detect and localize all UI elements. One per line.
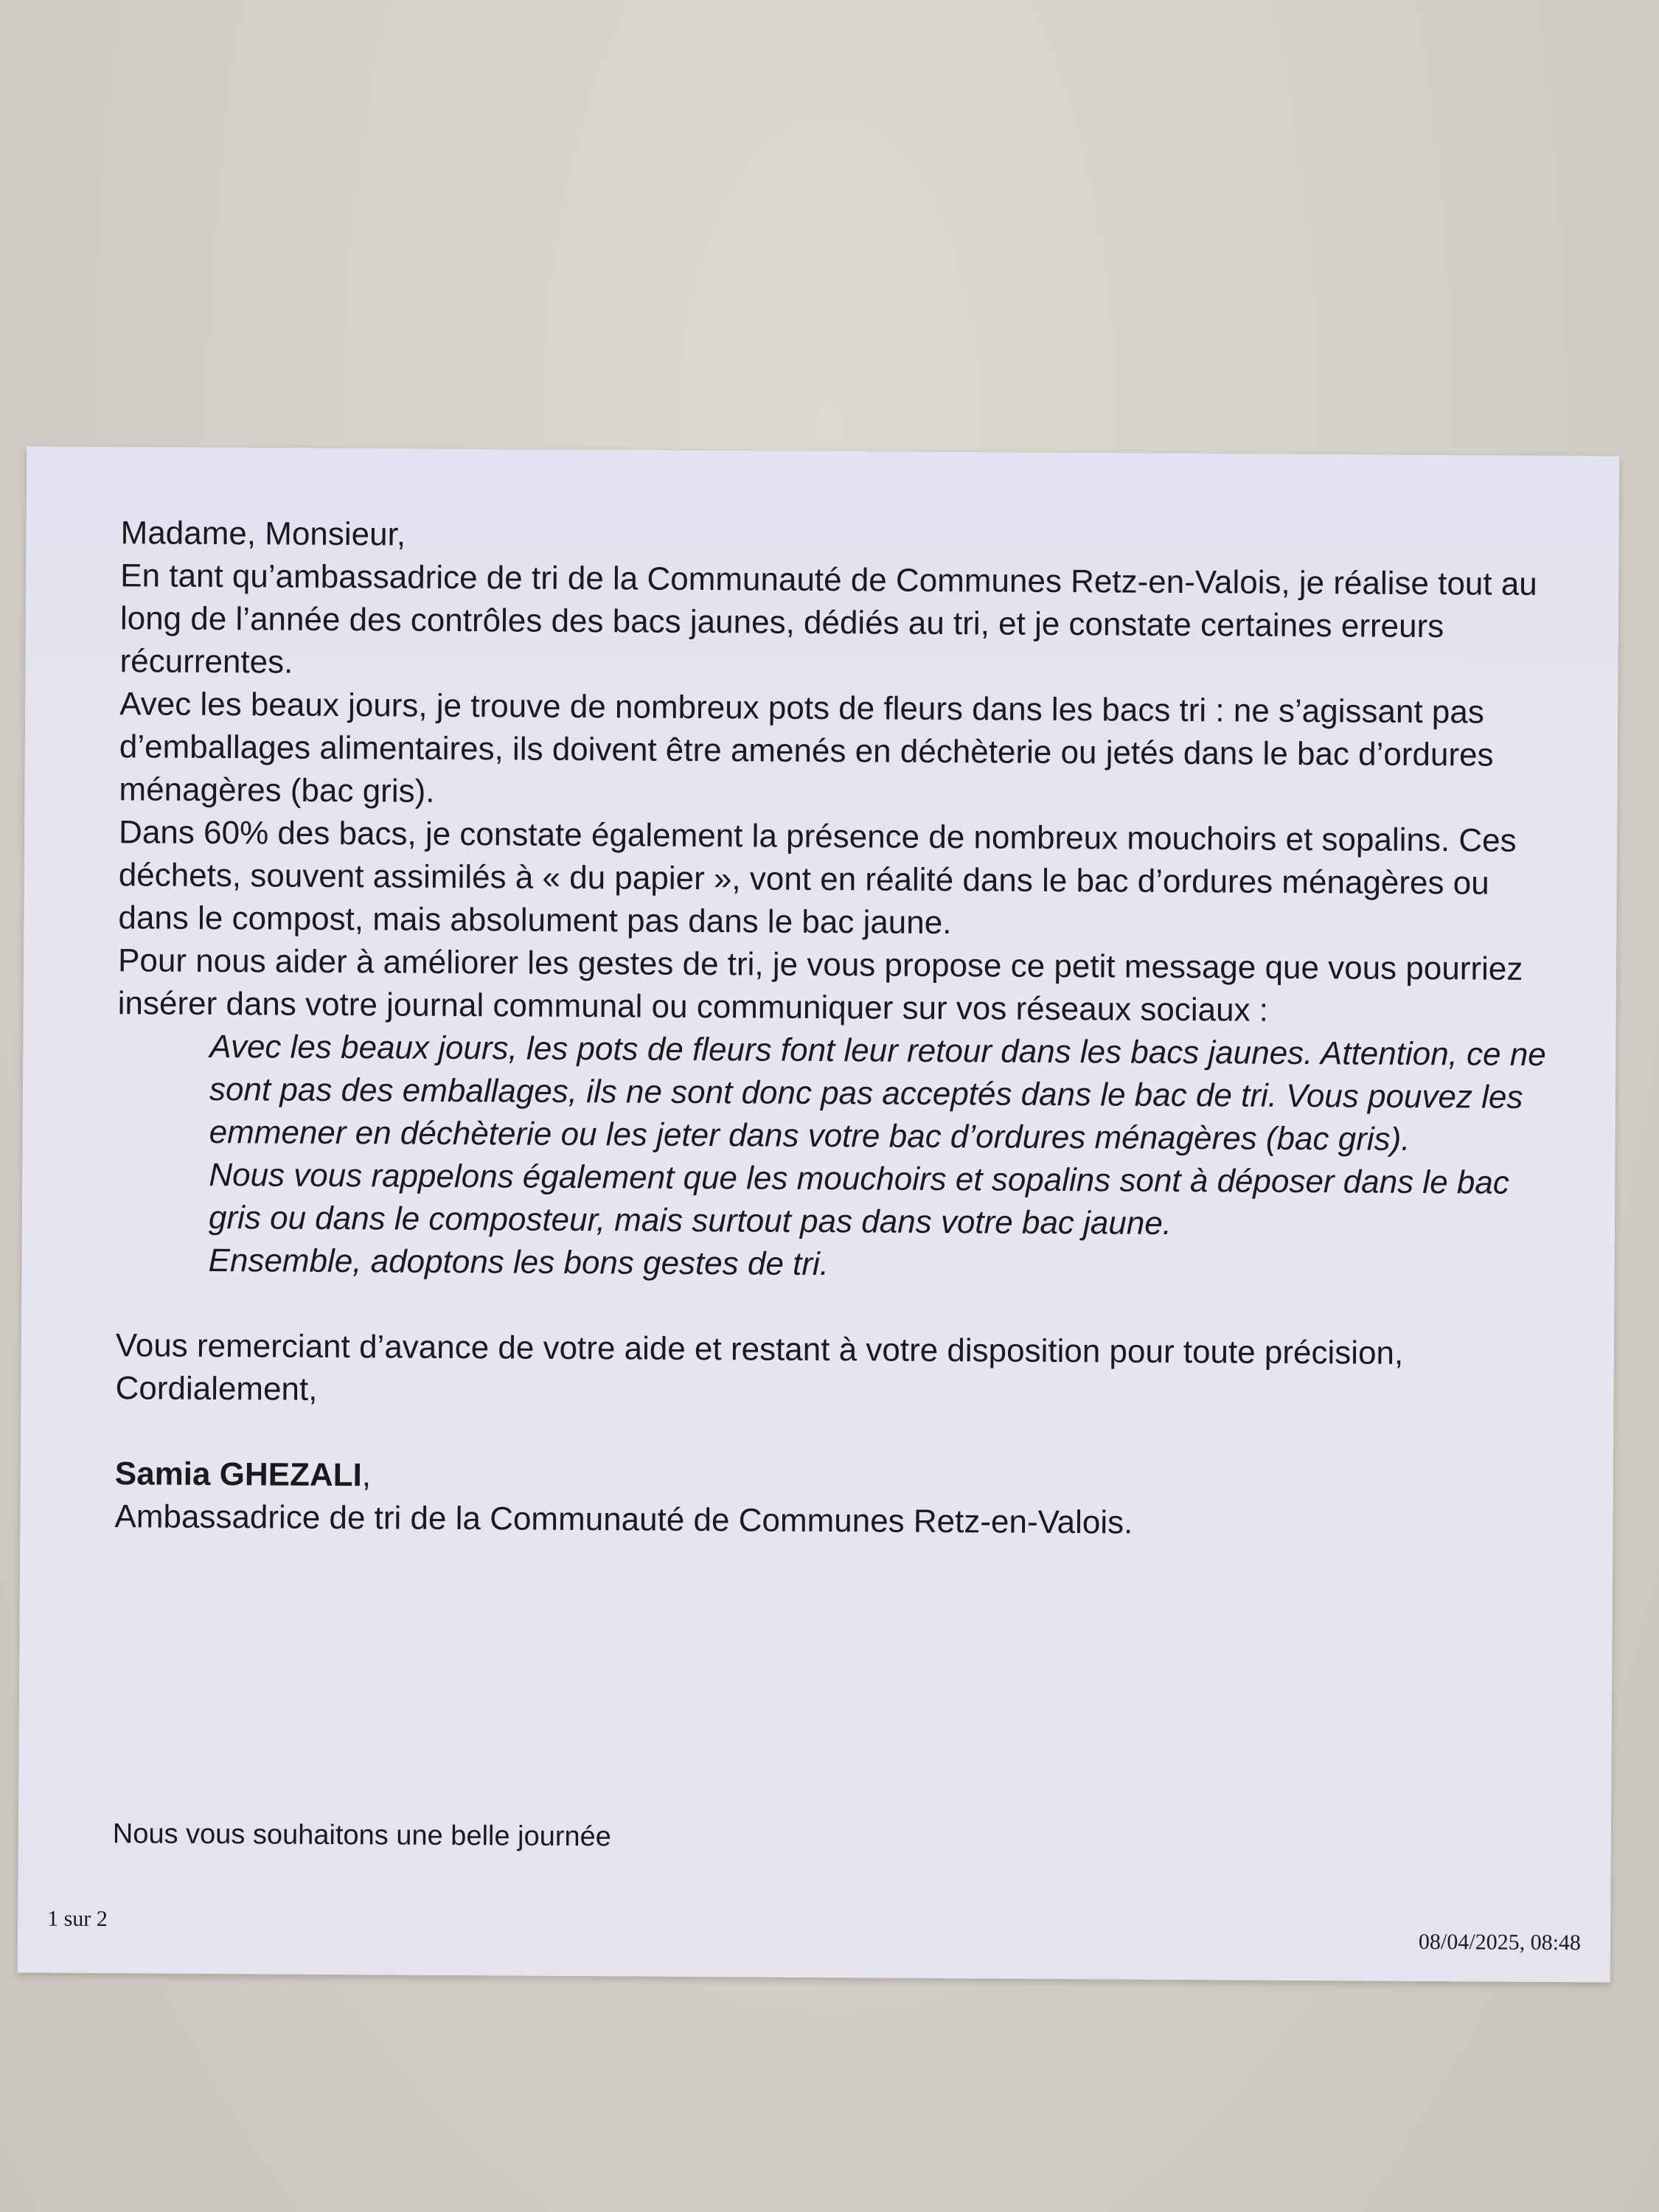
quote-paragraph: Ensemble, adoptons les bons gestes de tri. [208, 1242, 830, 1283]
page-number: 1 sur 2 [47, 1906, 108, 1932]
letter-body [114, 512, 1565, 1547]
proposed-message [208, 1026, 1562, 1290]
quote-paragraph: Nous vous rappelons également que les mouchoirs et sopalins sont à déposer dans le bac gris ou dans le composteur, mais surtout pas dans votre bac jaune. [208, 1156, 1509, 1242]
print-timestamp: 08/04/2025, 08:48 [1418, 1929, 1582, 1955]
paragraph-tissues: Dans 60% des bacs, je constate également la présence de nombreux mouchoirs et sopalins. Ces déchets, souvent assimilés à « du papier », vont en réalité dans le bac d’ordures ménagères ou dans le compost, mais absolument pas dans le bac jaune. [118, 814, 1517, 942]
quote-paragraph: Avec les beaux jours, les pots de fleurs font leur retour dans les bacs jaunes. Attention, ce ne sont pas des emballages, ils ne sont donc pas acceptés dans le bac de tri. Vous pouvez les emmener en déchèterie ou les jeter dans votre bac d’ordures ménagères (bac gris). [209, 1028, 1546, 1158]
paragraph-request: Pour nous aider à améliorer les gestes de tri, je vous propose ce petit message que vous pourriez insérer dans votre journal communal ou communiquer sur vos réseaux sociaux : [117, 942, 1523, 1029]
closing-line: Cordialement, [115, 1370, 318, 1408]
signer-name-suffix: , [361, 1457, 372, 1494]
salutation: Madame, Monsieur, [120, 515, 406, 553]
closing-note: Nous vous souhaitons une belle journée [112, 1818, 611, 1853]
signer-title: Ambassadrice de tri de la Communauté de Communes Retz-en-Valois. [114, 1498, 1133, 1541]
thanks-line: Vous remerciant d’avance de votre aide et restant à votre disposition pour toute précision, [115, 1327, 1404, 1371]
letter-page [18, 446, 1620, 1982]
paragraph-intro: En tant qu’ambassadrice de tri de la Communauté de Communes Retz-en-Valois, je réalise tout au long de l’année des contrôles des bacs jaunes, dédiés au tri, et je constate certaines erreurs récurrentes. [119, 557, 1537, 681]
paragraph-flower-pots: Avec les beaux jours, je trouve de nombreux pots de fleurs dans les bacs tri : ne s’agissant pas d’emballages alimentaires, ils doivent être amenés en déchèterie ou jetés dans le bac d’ordures ménagères (bac gris). [119, 686, 1494, 810]
signer-name: Samia GHEZALI [114, 1455, 362, 1494]
